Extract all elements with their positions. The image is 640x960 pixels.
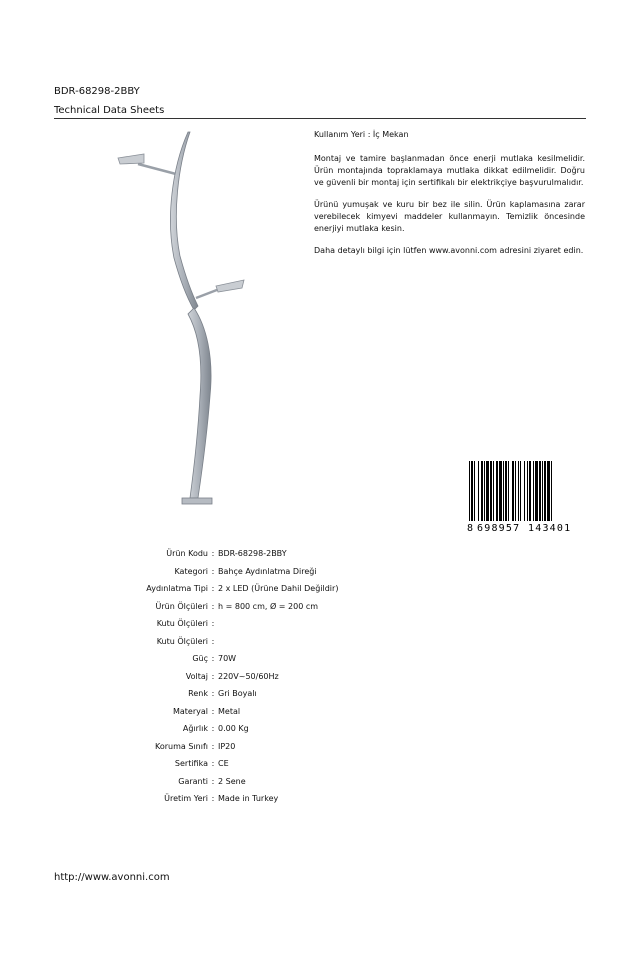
barcode-bar <box>512 461 514 521</box>
spec-row <box>60 755 338 773</box>
spec-label: Renk <box>188 689 208 698</box>
spec-row <box>60 615 338 633</box>
spec-row <box>60 703 338 721</box>
spec-separator: : <box>211 636 215 646</box>
barcode-bar <box>533 461 534 521</box>
spec-label: Kutu Ölçüleri <box>156 636 208 646</box>
spec-separator: : <box>211 741 215 751</box>
spec-value: 2 x LED (Ürüne Dahil Değildir) <box>218 584 339 593</box>
footer-url: http://www.avonni.com <box>54 872 170 883</box>
spec-label: Garanti <box>178 776 208 786</box>
spec-label: Materyal <box>172 706 208 716</box>
spec-label: Ürün Kodu <box>166 549 208 558</box>
barcode-bar <box>493 461 494 521</box>
usage-location: Kullanım Yeri : İç Mekan <box>314 130 409 139</box>
spec-separator: : <box>211 724 215 733</box>
spec-value: h = 800 cm, Ø = 200 cm <box>218 601 319 611</box>
spec-separator: : <box>211 776 215 786</box>
barcode-bar <box>535 461 538 521</box>
spec-separator: : <box>211 619 215 628</box>
spec-value: IP20 <box>218 741 236 751</box>
spec-label: Kategori <box>174 566 208 576</box>
website-paragraph: Daha detaylı bilgi için lütfen www.avonni.com adresini ziyaret edin. <box>314 246 584 255</box>
spec-label: Aydınlatma Tipi <box>146 584 208 593</box>
spec-separator: : <box>211 671 215 681</box>
product-code-title: BDR-68298-2BBY <box>54 86 140 97</box>
spec-value: 0.00 Kg <box>218 724 249 733</box>
barcode-bar <box>484 461 485 521</box>
barcode-bar <box>527 461 528 521</box>
barcode-bar <box>524 461 525 521</box>
spec-row <box>60 773 338 791</box>
spec-value: Bahçe Aydınlatma Direği <box>218 566 317 576</box>
spec-table <box>60 545 338 808</box>
barcode-bar <box>518 461 519 521</box>
spec-label: Koruma Sınıfı <box>155 741 208 751</box>
barcode-bar <box>481 461 483 521</box>
spec-label: Sertifika <box>174 759 208 768</box>
spec-label: Üretim Yeri <box>164 794 208 803</box>
barcode-bar <box>542 461 543 521</box>
document-title: Technical Data Sheets <box>54 105 165 116</box>
spec-separator: : <box>211 601 215 611</box>
barcode-bars <box>469 461 552 521</box>
barcode-bar <box>490 461 492 521</box>
spec-separator: : <box>211 584 215 593</box>
barcode-digits-right: 143401 <box>528 523 572 533</box>
spec-row <box>60 668 338 686</box>
spec-row <box>60 720 338 738</box>
spec-separator: : <box>211 566 215 576</box>
header-divider <box>54 118 586 119</box>
spec-row <box>60 545 338 563</box>
barcode-bar <box>499 461 502 521</box>
spec-value: 220V~50/60Hz <box>218 671 279 681</box>
barcode-bar <box>508 461 509 521</box>
spec-value: 2 Sene <box>218 776 246 786</box>
spec-row <box>60 633 338 651</box>
barcode <box>465 461 586 533</box>
spec-row <box>60 650 338 668</box>
spec-label: Ürün Ölçüleri <box>155 601 208 611</box>
barcode-bar <box>496 461 498 521</box>
barcode-bar <box>469 461 470 521</box>
info-panel <box>314 129 585 267</box>
barcode-bar <box>544 461 546 521</box>
barcode-bar <box>503 461 504 521</box>
spec-separator: : <box>211 654 215 663</box>
barcode-bar <box>505 461 507 521</box>
pole-graphic <box>118 132 244 504</box>
barcode-bar <box>539 461 541 521</box>
barcode-bar <box>547 461 550 521</box>
spec-value: Gri Boyalı <box>218 689 257 698</box>
spec-label: Güç <box>192 654 208 663</box>
cleaning-paragraph: Ürünü yumuşak ve kuru bir bez ile silin. Ürün kaplamasına zarar verebilecek kimyevi maddeler kullanmayın. Temizlik öncesinde enerjiyi mutlaka kesin. <box>314 200 585 233</box>
spec-row <box>60 685 338 703</box>
spec-value: Made in Turkey <box>218 794 279 803</box>
barcode-digits-left: 698957 <box>477 523 521 533</box>
spec-row <box>60 580 338 598</box>
spec-value: CE <box>218 759 229 768</box>
spec-row <box>60 790 338 808</box>
spec-label: Voltaj <box>185 671 208 681</box>
spec-separator: : <box>211 549 215 558</box>
spec-separator: : <box>211 794 215 803</box>
spec-row <box>60 563 338 581</box>
barcode-bar <box>529 461 531 521</box>
spec-label: Kutu Ölçüleri <box>156 619 208 628</box>
spec-separator: : <box>211 689 215 698</box>
spec-separator: : <box>211 759 215 768</box>
barcode-bar <box>471 461 473 521</box>
barcode-bar <box>515 461 516 521</box>
barcode-bar <box>551 461 552 521</box>
barcode-bar <box>474 461 475 521</box>
safety-paragraph: Montaj ve tamire başlanmadan önce enerji mutlaka kesilmelidir. Ürün montajında topraklamaya mutlaka dikkat edilmelidir. Doğru ve güvenli bir montaj için sertifikalı bir elektrikçiye başvurulmalıdır. <box>314 154 585 187</box>
spec-separator: : <box>211 706 215 716</box>
product-image <box>110 126 270 512</box>
spec-value: 70W <box>218 654 237 663</box>
barcode-bar <box>486 461 489 521</box>
barcode-bar <box>520 461 521 521</box>
barcode-bar <box>478 461 479 521</box>
spec-value: BDR-68298-2BBY <box>218 549 287 558</box>
spec-row <box>60 598 338 616</box>
barcode-first-digit: 8 <box>467 523 474 533</box>
document-header <box>54 84 586 118</box>
spec-label: Ağırlık <box>182 724 208 733</box>
spec-row <box>60 738 338 756</box>
spec-value: Metal <box>218 706 241 716</box>
